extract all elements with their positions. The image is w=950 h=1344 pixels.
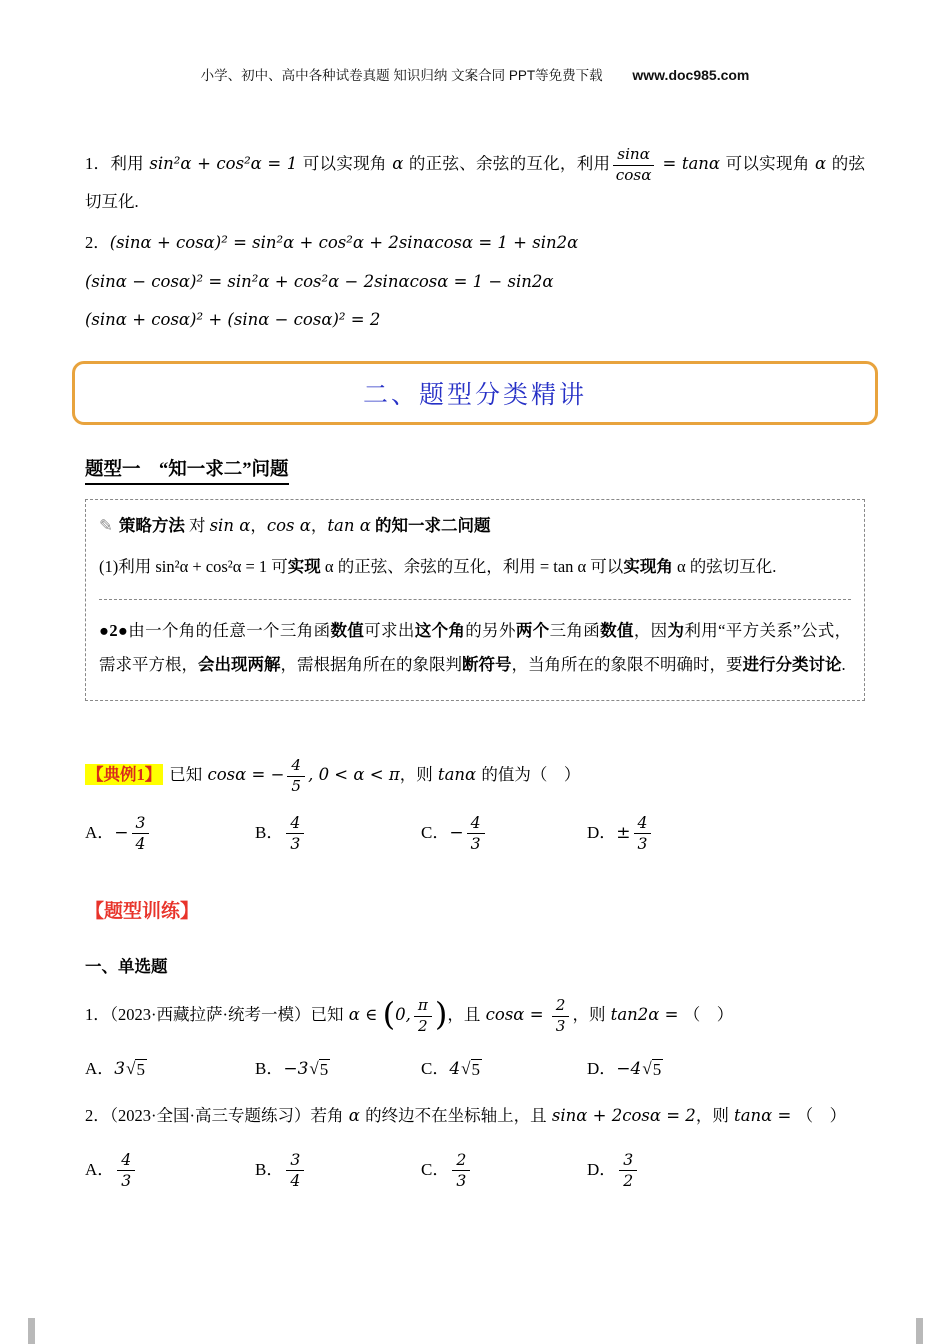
question-1-options xyxy=(85,1054,865,1080)
section-banner-title: 二、题型分类精讲 xyxy=(362,382,587,410)
subsection-heading: 一、单选题 xyxy=(85,957,168,976)
header-promo-text: 小学、初中、高中各种试卷真题 知识归纳 文案合同 PPT等免费下载 xyxy=(200,68,603,83)
example-option-a: A．− $\frac{3}{4}$ xyxy=(85,814,255,854)
pencil-icon: ✎ xyxy=(99,516,113,536)
q2-option-d: D． $\frac{3}{2}$ xyxy=(587,1151,865,1191)
topic-heading: 题型一 “知一求二”问题 xyxy=(85,455,289,485)
example-option-b: B． $\frac{4}{3}$ xyxy=(255,814,421,854)
intro-formula-sum: (sinα + cosα)² + (sinα − cosα)² = 2 xyxy=(85,310,381,330)
q2-option-c: C． $\frac{2}{3}$ xyxy=(421,1151,587,1191)
q1-option-b: B．−3 √ 5 xyxy=(255,1058,329,1079)
strategy-section-1 xyxy=(99,510,851,600)
intro-point-1: 1．利用 sin²α + cos²α = 1 可以实现角 α 的正弦、余弦的互化，利用 $\frac{\sin\alpha}{\cos\alpha}$ = tanα 可以实现角 α 的弦切互化. xyxy=(85,145,866,211)
header-site-url: www.doc985.com xyxy=(632,67,750,83)
example-option-d: D．± $\frac{4}{3}$ xyxy=(587,814,865,854)
intro-point-2: 2．(sinα + cosα)² = sin²α + cos²α + 2sinαcosα = 1 + sin2α xyxy=(85,232,579,252)
training-heading: 【题型训练】 xyxy=(85,900,200,922)
page-header xyxy=(0,64,950,84)
q2-option-b: B． $\frac{3}{4}$ xyxy=(255,1151,421,1191)
q2-option-a: A． $\frac{4}{3}$ xyxy=(85,1151,255,1191)
question-2-options xyxy=(85,1151,865,1191)
strategy-box xyxy=(85,499,865,701)
page-edge-mark-left xyxy=(28,1318,35,1344)
strategy-title-line xyxy=(99,510,851,541)
page-edge-mark-right xyxy=(916,1318,923,1344)
strategy-point-1: (1)利用 sin²α + cos²α = 1 可实现 α 的正弦、余弦的互化，利用 = tan α 可以实现角 α 的弦切互化. xyxy=(99,556,777,576)
example-1-options xyxy=(85,814,865,854)
q1-option-a: A．3 √ 5 xyxy=(85,1058,145,1079)
q1-option-d: D．−4 √ 5 xyxy=(587,1058,662,1079)
intro-formula-minus: (sinα − cosα)² = sin²α + cos²α − 2sinαcosα = 1 − sin2α xyxy=(85,271,554,291)
question-2: 2．（2023·全国·高三专题练习）若角 α 的终边不在坐标轴上，且 sinα + 2cosα = 2，则 tanα = （ ） xyxy=(85,1106,847,1126)
section-banner xyxy=(72,361,878,425)
example-option-c: C．− $\frac{4}{3}$ xyxy=(421,814,587,854)
strategy-title-text: 策略方法 对 sin α，cos α，tan α 的知一求二问题 xyxy=(118,516,491,536)
example-1-line xyxy=(85,757,865,796)
q1-option-c: C．4 √ 5 xyxy=(421,1058,481,1079)
example-1-question: 已知 cosα = − $\frac{4}{5}$ , 0 < α < π，则 tanα 的值为（ ） xyxy=(169,756,581,795)
example-1-label: 【典例1】 xyxy=(87,765,162,785)
question-1: 1．（2023·西藏拉萨·统考一模）已知 α ∈ (0, $\frac{\pi}{2}$ )，且 cosα = $\frac{2}{3}$ ，则 tan2α = （ ） xyxy=(85,994,734,1035)
strategy-point-2: ●2●由一个角的任意一个三角函数值可求出这个角的另外两个三角函数值，因为利用“平方关系”公式，需求平方根，会出现两解，需根据角所在的象限判断符号，当角所在的象限不明确时，要进行分类讨论. xyxy=(99,621,852,675)
strategy-section-2 xyxy=(99,600,851,682)
